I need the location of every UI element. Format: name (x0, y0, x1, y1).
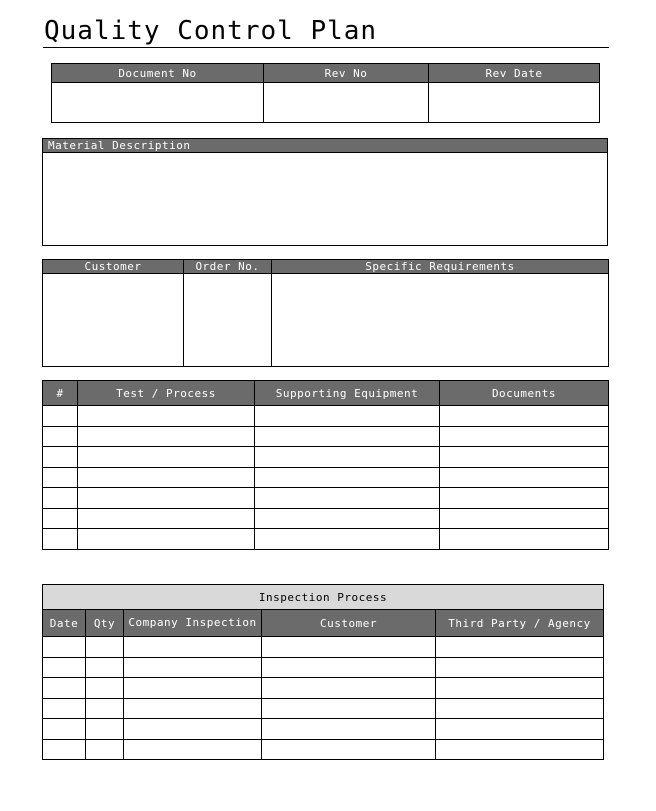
table-row (43, 698, 604, 719)
table-cell[interactable] (124, 719, 262, 740)
customer-inspection-header: Customer (262, 610, 436, 637)
table-row (43, 637, 604, 658)
table-cell[interactable] (255, 406, 440, 427)
table-row (43, 678, 604, 699)
inspection-process-table (42, 584, 604, 760)
rev-date-header: Rev Date (429, 64, 600, 83)
rev-date-cell[interactable] (429, 83, 600, 123)
table-cell[interactable] (436, 678, 604, 699)
table-row (43, 488, 609, 509)
doc-no-cell[interactable] (52, 83, 264, 123)
table-cell[interactable] (43, 467, 78, 488)
table-row (43, 508, 609, 529)
table-row (43, 426, 609, 447)
table-cell[interactable] (43, 698, 86, 719)
table-cell[interactable] (124, 739, 262, 760)
company-inspection-header: Company Inspection (124, 610, 262, 637)
number-header: # (43, 381, 78, 406)
table-cell[interactable] (43, 488, 78, 509)
table-cell[interactable] (436, 657, 604, 678)
table-cell[interactable] (78, 508, 255, 529)
third-party-header: Third Party / Agency (436, 610, 604, 637)
table-cell[interactable] (124, 657, 262, 678)
table-cell[interactable] (436, 739, 604, 760)
table-cell[interactable] (86, 719, 124, 740)
table-cell[interactable] (255, 467, 440, 488)
table-row (43, 739, 604, 760)
table-cell[interactable] (255, 447, 440, 468)
table-cell[interactable] (43, 719, 86, 740)
table-cell[interactable] (43, 637, 86, 658)
table-cell[interactable] (436, 719, 604, 740)
table-cell[interactable] (262, 698, 436, 719)
table-cell[interactable] (255, 426, 440, 447)
title-underline (43, 47, 609, 48)
table-cell[interactable] (124, 678, 262, 699)
table-cell[interactable] (86, 637, 124, 658)
rev-no-header: Rev No (264, 64, 429, 83)
material-description-header: Material Description (43, 139, 608, 153)
rev-no-cell[interactable] (264, 83, 429, 123)
table-cell[interactable] (440, 508, 609, 529)
test-process-table (42, 380, 609, 550)
table-cell[interactable] (78, 406, 255, 427)
table-cell[interactable] (436, 637, 604, 658)
table-cell[interactable] (440, 426, 609, 447)
material-description-cell[interactable] (43, 153, 608, 246)
order-no-header: Order No. (184, 260, 272, 274)
table-cell[interactable] (124, 698, 262, 719)
table-cell[interactable] (78, 529, 255, 550)
table-cell[interactable] (43, 657, 86, 678)
table-cell[interactable] (436, 698, 604, 719)
customer-cell[interactable] (43, 274, 184, 367)
customer-table (42, 259, 609, 367)
table-cell[interactable] (440, 467, 609, 488)
table-row (43, 719, 604, 740)
table-cell[interactable] (86, 698, 124, 719)
specific-requirements-cell[interactable] (272, 274, 609, 367)
table-row (43, 447, 609, 468)
customer-header: Customer (43, 260, 184, 274)
table-cell[interactable] (78, 447, 255, 468)
table-cell[interactable] (440, 529, 609, 550)
table-cell[interactable] (43, 678, 86, 699)
table-cell[interactable] (440, 488, 609, 509)
table-cell[interactable] (124, 637, 262, 658)
table-cell[interactable] (262, 678, 436, 699)
table-cell[interactable] (78, 467, 255, 488)
qty-header: Qty (86, 610, 124, 637)
table-row (43, 657, 604, 678)
table-cell[interactable] (86, 739, 124, 760)
table-cell[interactable] (43, 508, 78, 529)
inspection-process-title: Inspection Process (43, 585, 604, 610)
table-cell[interactable] (78, 426, 255, 447)
table-row (43, 467, 609, 488)
table-cell[interactable] (255, 508, 440, 529)
specific-requirements-header: Specific Requirements (272, 260, 609, 274)
table-cell[interactable] (43, 529, 78, 550)
table-cell[interactable] (43, 447, 78, 468)
table-cell[interactable] (262, 719, 436, 740)
page-title: Quality Control Plan (44, 16, 378, 46)
table-cell[interactable] (255, 529, 440, 550)
table-cell[interactable] (43, 739, 86, 760)
table-cell[interactable] (262, 739, 436, 760)
documents-header: Documents (440, 381, 609, 406)
table-cell[interactable] (43, 426, 78, 447)
table-cell[interactable] (262, 637, 436, 658)
document-info-table (51, 63, 600, 123)
table-cell[interactable] (262, 657, 436, 678)
material-description-table (42, 138, 608, 246)
doc-no-header: Document No (52, 64, 264, 83)
table-cell[interactable] (440, 406, 609, 427)
table-cell[interactable] (255, 488, 440, 509)
table-cell[interactable] (78, 488, 255, 509)
order-no-cell[interactable] (184, 274, 272, 367)
table-row (43, 406, 609, 427)
table-cell[interactable] (43, 406, 78, 427)
supporting-equipment-header: Supporting Equipment (255, 381, 440, 406)
test-process-header: Test / Process (78, 381, 255, 406)
table-cell[interactable] (86, 657, 124, 678)
table-row (43, 529, 609, 550)
table-cell[interactable] (86, 678, 124, 699)
date-header: Date (43, 610, 86, 637)
table-cell[interactable] (440, 447, 609, 468)
